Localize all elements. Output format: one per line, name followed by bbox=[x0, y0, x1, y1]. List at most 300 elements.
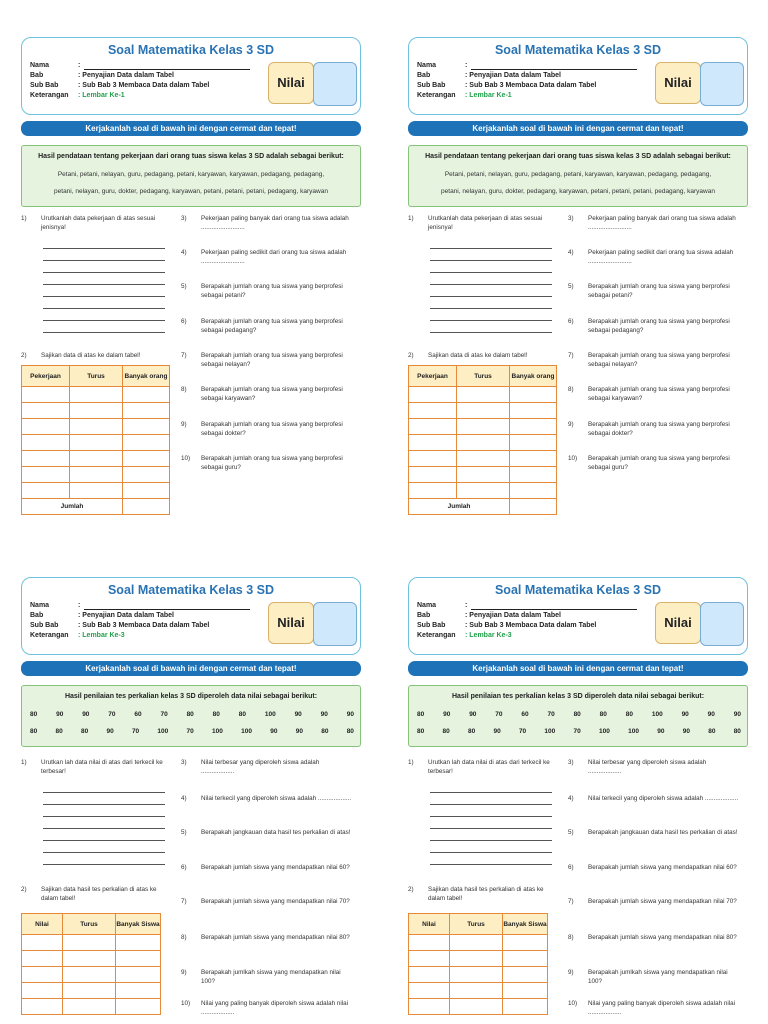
grade-value: 90 bbox=[106, 728, 114, 735]
grade-value: 70 bbox=[495, 711, 503, 718]
question-2 bbox=[21, 352, 171, 362]
instruction-banner: Kerjakanlah soal di bawah ini dengan cermat dan tepat! bbox=[408, 661, 748, 676]
grade-value: 70 bbox=[186, 728, 194, 735]
header-card bbox=[21, 37, 361, 115]
question-number: 3) bbox=[181, 759, 187, 766]
table-cell[interactable] bbox=[450, 999, 503, 1015]
table-cell[interactable] bbox=[123, 435, 170, 451]
question-number: 5) bbox=[568, 829, 574, 836]
keterangan-value: : Lembar Ke-1 bbox=[465, 92, 512, 99]
table-cell[interactable] bbox=[116, 967, 161, 983]
table-cell[interactable] bbox=[22, 419, 70, 435]
bab-label: Bab bbox=[417, 612, 431, 619]
grade-value: 100 bbox=[544, 728, 556, 735]
nilai-label: Nilai bbox=[655, 602, 701, 644]
subbab-label: Sub Bab bbox=[30, 82, 59, 89]
question-2 bbox=[21, 886, 171, 906]
question-text: Nilai terkecil yang diperoleh siswa adalah ................... bbox=[588, 795, 739, 802]
answer-line[interactable] bbox=[43, 332, 165, 333]
answer-line[interactable] bbox=[43, 308, 165, 309]
answer-line[interactable] bbox=[430, 248, 552, 249]
table-cell[interactable] bbox=[22, 403, 70, 419]
grade-value: 80 bbox=[417, 711, 425, 718]
nama-blank bbox=[84, 61, 250, 70]
table-cell[interactable] bbox=[63, 999, 116, 1015]
grade-value: 70 bbox=[573, 728, 581, 735]
grade-value: 100 bbox=[157, 728, 169, 735]
instruction-banner: Kerjakanlah soal di bawah ini dengan cermat dan tepat! bbox=[21, 121, 361, 136]
question-3 bbox=[568, 759, 746, 779]
question-5 bbox=[181, 283, 359, 303]
table-cell[interactable] bbox=[503, 999, 548, 1015]
table-cell[interactable] bbox=[503, 951, 548, 967]
grade-value: 90 bbox=[320, 711, 328, 718]
table-cell[interactable] bbox=[22, 387, 70, 403]
question-number: 7) bbox=[181, 898, 187, 905]
table-cell[interactable] bbox=[409, 435, 457, 451]
question-text: Berapakah jumlah siswa yang mendapatkan nilai 80? bbox=[588, 934, 737, 941]
nilai-score-box bbox=[313, 602, 357, 646]
data-heading: Hasil pendataan tentang pekerjaan dari orang tuas siswa kelas 3 SD adalah sebagai berikut: bbox=[425, 153, 731, 160]
grade-value: 100 bbox=[241, 728, 252, 735]
table-cell[interactable] bbox=[457, 419, 510, 435]
table-cell[interactable] bbox=[457, 451, 510, 467]
question-1 bbox=[408, 215, 558, 235]
table-header: Nilai bbox=[22, 914, 63, 935]
table-cell[interactable] bbox=[510, 451, 557, 467]
table-cell[interactable] bbox=[22, 435, 70, 451]
question-5 bbox=[181, 829, 359, 849]
nama-blank bbox=[471, 61, 637, 70]
question-text: Berapakah jumlah orang tua siswa yang berprofesi sebagai pedagang? bbox=[201, 318, 343, 334]
grade-value: 80 bbox=[186, 711, 194, 718]
table-cell[interactable] bbox=[116, 999, 161, 1015]
question-text: Sajikan data hasil tes perkalian di atas ke dalam tabel! bbox=[428, 886, 544, 902]
table-cell[interactable] bbox=[510, 403, 557, 419]
bab-value: : Penyajian Data dalam Tabel bbox=[78, 612, 174, 619]
question-number: 7) bbox=[568, 352, 574, 359]
subbab-label: Sub Bab bbox=[417, 622, 446, 629]
data-heading: Hasil pendataan tentang pekerjaan dari orang tuas siswa kelas 3 SD adalah sebagai berikut: bbox=[38, 153, 344, 160]
table-cell[interactable] bbox=[22, 951, 63, 967]
table-header: Turus bbox=[70, 366, 123, 387]
table-cell[interactable] bbox=[457, 483, 510, 499]
table-header: Turus bbox=[450, 914, 503, 935]
question-6 bbox=[568, 864, 746, 884]
table-cell[interactable] bbox=[70, 387, 123, 403]
grades-row-2 bbox=[417, 728, 741, 735]
subbab-label: Sub Bab bbox=[30, 622, 59, 629]
question-10 bbox=[181, 1000, 359, 1020]
table-cell[interactable] bbox=[503, 983, 548, 999]
table-cell[interactable] bbox=[63, 951, 116, 967]
table-cell[interactable] bbox=[22, 451, 70, 467]
answer-line[interactable] bbox=[430, 272, 552, 273]
answer-line[interactable] bbox=[43, 260, 165, 261]
table-cell[interactable] bbox=[457, 387, 510, 403]
question-8 bbox=[181, 934, 359, 954]
table-cell[interactable] bbox=[70, 467, 123, 483]
worksheet-title: Soal Matematika Kelas 3 SD bbox=[494, 43, 662, 57]
grade-value: 70 bbox=[518, 728, 527, 735]
data-heading: Hasil penilaian tes perkalian kelas 3 SD diperoleh data nilai sebagai berikut: bbox=[64, 693, 318, 700]
bab-label: Bab bbox=[30, 612, 44, 619]
question-number: 2) bbox=[408, 352, 414, 359]
table-cell[interactable] bbox=[409, 451, 457, 467]
data-box bbox=[408, 145, 748, 207]
question-text: Berapakah jumlah orang tua siswa yang berprofesi sebagai karyawan? bbox=[201, 386, 343, 402]
question-number: 8) bbox=[181, 934, 187, 941]
header-card bbox=[408, 577, 748, 655]
question-text: Urutkanlah data pekerjaan di atas sesuai jenisnya! bbox=[41, 215, 156, 231]
question-number: 8) bbox=[181, 386, 187, 393]
subbab-value: : Sub Bab 3 Membaca Data dalam Tabel bbox=[78, 82, 210, 89]
question-text: Berapakah jumlkah siswa yang mendapatkan nilai 100? bbox=[201, 969, 341, 985]
question-number: 4) bbox=[568, 795, 574, 802]
answer-line[interactable] bbox=[43, 792, 165, 793]
question-text: Berapakah jumlah orang tua siswa yang berprofesi sebagai pedagang? bbox=[588, 318, 730, 334]
nama-label: Nama bbox=[30, 602, 50, 609]
grade-value: 100 bbox=[212, 728, 223, 735]
grade-value: 100 bbox=[628, 728, 639, 735]
table-cell[interactable] bbox=[409, 999, 450, 1015]
question-number: 3) bbox=[568, 759, 574, 766]
nama-blank bbox=[84, 601, 250, 610]
question-5 bbox=[568, 283, 746, 303]
question-6 bbox=[181, 864, 359, 884]
question-6 bbox=[181, 318, 359, 338]
question-7 bbox=[181, 352, 359, 372]
question-text: Berapakah jumlah orang tua siswa yang berprofesi sebagai guru? bbox=[588, 455, 730, 471]
table-header: Banyak Siswa bbox=[116, 914, 161, 935]
grade-value: 100 bbox=[651, 711, 663, 718]
table-cell[interactable] bbox=[409, 419, 457, 435]
grade-value: 90 bbox=[657, 728, 665, 735]
grade-value: 60 bbox=[521, 711, 529, 718]
question-text: Berapakah jumlah orang tua siswa yang berprofesi sebagai guru? bbox=[201, 455, 343, 471]
question-10 bbox=[181, 455, 359, 475]
table-cell[interactable] bbox=[409, 967, 450, 983]
grade-value: 80 bbox=[55, 728, 63, 735]
grades-row-2 bbox=[30, 728, 354, 735]
question-9 bbox=[568, 969, 746, 989]
data-line-2: petani, nelayan, guru, dokter, pedagang, karyawan, petani, petani, petani, pedagang, karyawan bbox=[54, 188, 328, 195]
table-cell[interactable] bbox=[409, 387, 457, 403]
question-9 bbox=[568, 421, 746, 441]
table-cell[interactable] bbox=[457, 435, 510, 451]
table-cell[interactable] bbox=[63, 983, 116, 999]
table-cell[interactable] bbox=[503, 967, 548, 983]
table-cell[interactable] bbox=[63, 967, 116, 983]
nama-colon: : bbox=[78, 62, 81, 69]
table-cell[interactable] bbox=[409, 483, 457, 499]
answer-line[interactable] bbox=[43, 816, 165, 817]
grade-value: 90 bbox=[707, 711, 715, 718]
table-cell[interactable] bbox=[409, 983, 450, 999]
nama-colon: : bbox=[78, 602, 81, 609]
answer-line[interactable] bbox=[430, 260, 552, 261]
keterangan-label: Keterangan bbox=[417, 632, 456, 639]
question-10 bbox=[568, 1000, 746, 1020]
table-cell[interactable] bbox=[22, 467, 70, 483]
question-text: Berapakah jumlah orang tua siswa yang berprofesi sebagai dokter? bbox=[201, 421, 343, 437]
table-cell[interactable] bbox=[123, 483, 170, 499]
question-number: 1) bbox=[408, 215, 414, 222]
worksheet-lembar-1-right bbox=[408, 37, 748, 517]
question-text: Pekerjaan paling sedikit dari orang tua siswa adalah ......................... bbox=[201, 249, 347, 265]
question-text: Pekerjaan paling banyak dari orang tua siswa adalah ......................... bbox=[588, 215, 736, 231]
question-number: 10) bbox=[181, 455, 191, 462]
table-cell[interactable] bbox=[457, 403, 510, 419]
table-cell[interactable] bbox=[409, 951, 450, 967]
answer-line[interactable] bbox=[43, 284, 165, 285]
question-text: Berapakah jumlah orang tua siswa yang berprofesi sebagai petani? bbox=[201, 283, 343, 299]
question-1 bbox=[21, 759, 171, 779]
answer-line[interactable] bbox=[430, 804, 552, 805]
tally-table bbox=[408, 913, 548, 1015]
grade-value: 80 bbox=[573, 711, 581, 718]
table-cell[interactable] bbox=[123, 403, 170, 419]
answer-line[interactable] bbox=[43, 852, 165, 853]
grade-value: 80 bbox=[467, 728, 476, 735]
question-number: 10) bbox=[181, 1000, 191, 1007]
table-cell[interactable] bbox=[70, 419, 123, 435]
question-2 bbox=[408, 352, 558, 362]
grade-value: 90 bbox=[443, 711, 451, 718]
grade-value: 60 bbox=[134, 711, 142, 718]
grade-value: 80 bbox=[708, 728, 716, 735]
table-cell[interactable] bbox=[450, 983, 503, 999]
question-text: Berapakah jumlah siswa yang mendapatkan nilai 70? bbox=[201, 898, 350, 905]
instruction-banner: Kerjakanlah soal di bawah ini dengan cermat dan tepat! bbox=[408, 121, 748, 136]
table-cell[interactable] bbox=[70, 483, 123, 499]
table-header: Turus bbox=[63, 914, 116, 935]
question-text: Nilai terbesar yang diperoleh siswa adalah ................... bbox=[588, 759, 707, 775]
question-text: Berapakah jumlkah siswa yang mendapatkan nilai 100? bbox=[588, 969, 728, 985]
tally-table bbox=[21, 913, 161, 1015]
question-1 bbox=[21, 215, 171, 235]
answer-line[interactable] bbox=[430, 816, 552, 817]
question-3 bbox=[181, 759, 359, 779]
question-number: 6) bbox=[568, 318, 574, 325]
question-text: Pekerjaan paling sedikit dari orang tua siswa adalah ......................... bbox=[588, 249, 734, 265]
nilai-label: Nilai bbox=[655, 62, 701, 104]
question-number: 1) bbox=[21, 215, 27, 222]
answer-line[interactable] bbox=[43, 804, 165, 805]
answer-line[interactable] bbox=[430, 332, 552, 333]
question-text: Berapakah jangkauan data hasil tes perkalian di atas! bbox=[201, 829, 351, 836]
question-text: Urutkan lah data nilai di atas dari terkecil ke terbesar! bbox=[41, 759, 163, 775]
table-cell[interactable] bbox=[510, 419, 557, 435]
table-cell[interactable] bbox=[409, 935, 450, 951]
question-number: 8) bbox=[568, 386, 574, 393]
question-number: 10) bbox=[568, 1000, 578, 1007]
question-text: Pekerjaan paling banyak dari orang tua siswa adalah ......................... bbox=[201, 215, 349, 231]
answer-line[interactable] bbox=[430, 284, 552, 285]
question-text: Berapakah jumlah siswa yang mendapatkan nilai 80? bbox=[201, 934, 350, 941]
question-4 bbox=[181, 249, 359, 269]
nama-colon: : bbox=[465, 602, 468, 609]
nama-blank bbox=[471, 601, 637, 610]
table-cell[interactable] bbox=[409, 403, 457, 419]
question-text: Berapakah jumlah orang tua siswa yang berprofesi sebagai nelayan? bbox=[588, 352, 730, 368]
nilai-label: Nilai bbox=[268, 602, 314, 644]
table-cell[interactable] bbox=[22, 483, 70, 499]
table-cell[interactable] bbox=[510, 387, 557, 403]
answer-line[interactable] bbox=[430, 308, 552, 309]
answer-line[interactable] bbox=[430, 840, 552, 841]
answer-line[interactable] bbox=[43, 320, 165, 321]
answer-line[interactable] bbox=[43, 296, 165, 297]
grade-value: 90 bbox=[493, 728, 501, 735]
question-text: Urutkanlah data pekerjaan di atas sesuai jenisnya! bbox=[428, 215, 543, 231]
nama-label: Nama bbox=[417, 62, 437, 69]
answer-line[interactable] bbox=[43, 828, 165, 829]
table-cell[interactable] bbox=[116, 951, 161, 967]
table-cell[interactable] bbox=[22, 967, 63, 983]
tally-table bbox=[21, 365, 170, 515]
grade-value: 80 bbox=[30, 711, 38, 718]
question-4 bbox=[568, 249, 746, 269]
question-number: 4) bbox=[181, 249, 187, 256]
keterangan-value: : Lembar Ke-3 bbox=[78, 632, 125, 639]
table-header: Pekerjaan bbox=[409, 366, 457, 387]
question-text: Berapakah jumlah orang tua siswa yang berprofesi sebagai karyawan? bbox=[588, 386, 730, 402]
question-text: Berapakah jumlah orang tua siswa yang berprofesi sebagai nelayan? bbox=[201, 352, 343, 368]
nilai-score-box bbox=[700, 62, 744, 106]
keterangan-label: Keterangan bbox=[417, 92, 456, 99]
bab-label: Bab bbox=[30, 72, 44, 79]
table-cell[interactable] bbox=[116, 935, 161, 951]
question-number: 4) bbox=[181, 795, 187, 802]
question-number: 6) bbox=[181, 318, 187, 325]
table-cell[interactable] bbox=[503, 935, 548, 951]
worksheet-title: Soal Matematika Kelas 3 SD bbox=[107, 43, 275, 57]
question-number: 2) bbox=[408, 886, 414, 893]
grade-value: 100 bbox=[264, 711, 276, 718]
question-text: Berapakah jumlah orang tua siswa yang berprofesi sebagai petani? bbox=[588, 283, 730, 299]
answer-line[interactable] bbox=[43, 840, 165, 841]
worksheet-lembar-3-right bbox=[408, 577, 748, 1024]
question-8 bbox=[181, 386, 359, 406]
data-box bbox=[21, 145, 361, 207]
question-number: 9) bbox=[568, 421, 574, 428]
grade-value: 70 bbox=[160, 711, 168, 718]
table-cell[interactable] bbox=[70, 451, 123, 467]
question-4 bbox=[568, 795, 746, 815]
table-header: Banyak orang bbox=[123, 366, 170, 387]
table-cell[interactable] bbox=[22, 983, 63, 999]
question-number: 3) bbox=[568, 215, 574, 222]
question-text: Nilai terbesar yang diperoleh siswa adalah ................... bbox=[201, 759, 320, 775]
header-card bbox=[21, 577, 361, 655]
question-number: 2) bbox=[21, 352, 27, 359]
question-number: 2) bbox=[21, 886, 27, 893]
table-cell[interactable] bbox=[70, 403, 123, 419]
subbab-label: Sub Bab bbox=[417, 82, 446, 89]
table-cell[interactable] bbox=[457, 467, 510, 483]
table-cell[interactable] bbox=[510, 499, 557, 515]
table-cell[interactable] bbox=[123, 419, 170, 435]
grade-value: 80 bbox=[212, 711, 220, 718]
question-number: 10) bbox=[568, 455, 578, 462]
nilai-score-box bbox=[700, 602, 744, 646]
question-8 bbox=[568, 386, 746, 406]
question-7 bbox=[568, 352, 746, 372]
question-number: 9) bbox=[181, 969, 187, 976]
grade-value: 80 bbox=[346, 728, 354, 735]
grade-value: 90 bbox=[733, 711, 741, 718]
answer-line[interactable] bbox=[430, 864, 552, 865]
grade-value: 90 bbox=[270, 728, 278, 735]
table-cell[interactable] bbox=[510, 483, 557, 499]
table-cell[interactable] bbox=[510, 467, 557, 483]
answer-line[interactable] bbox=[43, 248, 165, 249]
grade-value: 80 bbox=[30, 728, 38, 735]
table-cell[interactable] bbox=[123, 499, 170, 515]
grade-value: 90 bbox=[56, 711, 64, 718]
question-text: Berapakah jumlah siswa yang mendapatkan nilai 70? bbox=[588, 898, 737, 905]
table-cell[interactable] bbox=[22, 999, 63, 1015]
subbab-value: : Sub Bab 3 Membaca Data dalam Tabel bbox=[465, 82, 597, 89]
table-cell[interactable] bbox=[409, 467, 457, 483]
data-line-1: Petani, petani, nelayan, guru, pedagang, petani, karyawan, karyawan, pedagang, pedagang, bbox=[444, 171, 712, 178]
question-text: Sajikan data hasil tes perkalian di atas ke dalam tabel! bbox=[41, 886, 157, 902]
table-cell[interactable] bbox=[123, 467, 170, 483]
worksheet-lembar-3-left bbox=[21, 577, 361, 1024]
grade-value: 70 bbox=[547, 711, 555, 718]
question-1 bbox=[408, 759, 558, 779]
answer-line[interactable] bbox=[43, 864, 165, 865]
answer-line[interactable] bbox=[430, 828, 552, 829]
table-cell[interactable] bbox=[116, 983, 161, 999]
answer-line[interactable] bbox=[430, 852, 552, 853]
answer-line[interactable] bbox=[43, 272, 165, 273]
worksheet-title: Soal Matematika Kelas 3 SD bbox=[107, 583, 275, 597]
question-number: 7) bbox=[568, 898, 574, 905]
tally-table bbox=[408, 365, 557, 515]
table-cell[interactable] bbox=[450, 935, 503, 951]
nilai-score-box bbox=[313, 62, 357, 106]
table-cell[interactable] bbox=[450, 967, 503, 983]
question-number: 1) bbox=[21, 759, 27, 766]
question-6 bbox=[568, 318, 746, 338]
table-header: Turus bbox=[457, 366, 510, 387]
table-cell[interactable] bbox=[123, 451, 170, 467]
table-cell[interactable] bbox=[63, 935, 116, 951]
answer-line[interactable] bbox=[430, 792, 552, 793]
bab-value: : Penyajian Data dalam Tabel bbox=[465, 612, 561, 619]
table-cell[interactable] bbox=[510, 435, 557, 451]
question-number: 9) bbox=[181, 421, 187, 428]
answer-line[interactable] bbox=[430, 320, 552, 321]
table-cell[interactable] bbox=[22, 935, 63, 951]
question-number: 8) bbox=[568, 934, 574, 941]
table-cell[interactable] bbox=[450, 951, 503, 967]
answer-line[interactable] bbox=[430, 296, 552, 297]
worksheet-lembar-1-left bbox=[21, 37, 361, 517]
table-cell[interactable] bbox=[70, 435, 123, 451]
table-total-label: Jumlah bbox=[409, 499, 510, 515]
bab-value: : Penyajian Data dalam Tabel bbox=[78, 72, 174, 79]
question-text: Nilai yang paling banyak diperoleh siswa adalah nilai ................... bbox=[588, 1000, 736, 1016]
question-text: Sajikan data di atas ke dalam tabel! bbox=[428, 352, 528, 359]
table-cell[interactable] bbox=[123, 387, 170, 403]
keterangan-label: Keterangan bbox=[30, 632, 69, 639]
question-number: 1) bbox=[408, 759, 414, 766]
question-number: 5) bbox=[181, 283, 187, 290]
question-3 bbox=[181, 215, 359, 235]
